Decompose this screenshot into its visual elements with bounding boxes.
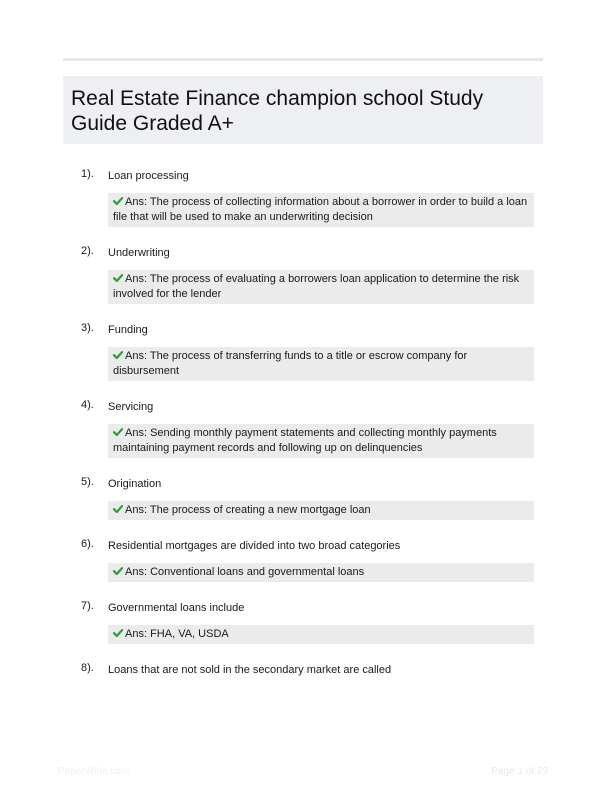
answer-prefix: Ans: — [125, 350, 148, 362]
question-number: 8). — [81, 662, 94, 674]
answer-text: Sending monthly payment statements and collecting monthly payments maintaining payment records and following up on delinquencies — [113, 427, 497, 454]
top-divider — [63, 58, 543, 61]
question-number: 7). — [81, 600, 94, 612]
question-text: Loan processing — [108, 170, 189, 182]
question-number: 3). — [81, 322, 94, 334]
question-item — [81, 397, 536, 458]
answer-prefix: Ans: — [125, 628, 148, 640]
answer-box — [108, 563, 534, 582]
answer-text: The process of evaluating a borrowers loan application to determine the risk involved for the lender — [113, 273, 520, 300]
question-item — [81, 243, 536, 304]
answer-text: FHA, VA, USDA — [150, 628, 229, 640]
question-text: Funding — [108, 324, 148, 336]
check-icon — [113, 629, 123, 637]
question-row — [81, 598, 536, 616]
question-text: Underwriting — [108, 247, 170, 259]
page-number: Page 1 of 29 — [491, 766, 548, 777]
answer-prefix: Ans: — [125, 504, 148, 516]
check-icon — [113, 505, 123, 513]
answer-box — [108, 193, 534, 227]
question-item — [81, 474, 536, 520]
question-item — [81, 660, 536, 678]
check-icon — [113, 197, 123, 205]
question-text: Servicing — [108, 401, 154, 413]
question-number: 1). — [81, 168, 94, 180]
question-item — [81, 166, 536, 227]
question-number: 4). — [81, 399, 94, 411]
answer-box — [108, 347, 534, 381]
answer-prefix: Ans: — [125, 427, 148, 439]
question-text: Governmental loans include — [108, 602, 245, 614]
question-item — [81, 536, 536, 582]
check-icon — [113, 428, 123, 436]
question-item — [81, 598, 536, 644]
question-number: 5). — [81, 476, 94, 488]
question-number: 2). — [81, 245, 94, 257]
question-list — [81, 166, 536, 678]
question-row — [81, 397, 536, 415]
answer-prefix: Ans: — [125, 196, 148, 208]
answer-box — [108, 501, 534, 520]
answer-text: Conventional loans and governmental loans — [150, 566, 365, 578]
question-text: Residential mortgages are divided into two broad categories — [108, 540, 401, 552]
question-item — [81, 320, 536, 381]
check-icon — [113, 274, 123, 282]
check-icon — [113, 351, 123, 359]
question-row — [81, 166, 536, 184]
answer-text: The process of transferring funds to a title or escrow company for disbursement — [113, 350, 468, 377]
question-row — [81, 243, 536, 261]
question-number: 6). — [81, 538, 94, 550]
question-text: Origination — [108, 478, 162, 490]
question-row — [81, 474, 536, 492]
question-row — [81, 536, 536, 554]
answer-prefix: Ans: — [125, 273, 148, 285]
question-row — [81, 660, 536, 678]
answer-box — [108, 270, 534, 304]
title-banner — [63, 76, 543, 144]
answer-text: The process of collecting information about a borrower in order to build a loan file that will be used to make an underwriting decision — [113, 196, 528, 223]
footer-site: PaperWibe.com — [58, 766, 130, 777]
answer-prefix: Ans: — [125, 566, 148, 578]
answer-box — [108, 424, 534, 458]
answer-text: The process of creating a new mortgage loan — [149, 504, 371, 516]
answer-box — [108, 625, 534, 644]
check-icon — [113, 567, 123, 575]
question-text: Loans that are not sold in the secondary market are called — [108, 664, 392, 676]
document-title: Real Estate Finance champion school Study Guide Graded A+ — [71, 87, 484, 135]
question-row — [81, 320, 536, 338]
